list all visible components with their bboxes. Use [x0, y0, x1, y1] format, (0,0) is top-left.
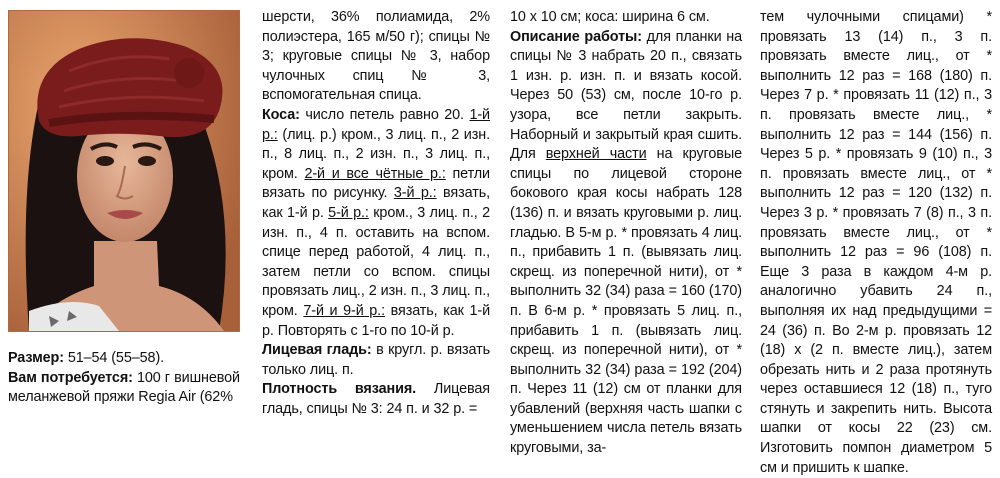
cable-text: (лиц. р.) кром., 3 лиц. п., 2 изн. п., 8 лиц. п., 2 изн. п., 3 лиц. п., кром. — [262, 126, 490, 182]
cable-text: вязать, как 1-й р. — [262, 185, 490, 221]
stockinette-label: Лицевая гладь: — [262, 342, 372, 359]
stockinette-paragraph — [262, 341, 490, 380]
even-rows-label: 2-й и все чётные р.: — [304, 165, 446, 182]
column-2 — [262, 8, 490, 419]
cable-pattern-paragraph — [262, 106, 490, 341]
woman-in-knitted-beret-photo — [9, 11, 239, 331]
cable-text: число петель равно 20. — [299, 106, 470, 123]
materials-label: Вам потребуется: — [8, 369, 133, 386]
instructions-label: Описание работы: — [510, 28, 642, 45]
cable-label: Коса: — [262, 106, 300, 123]
cable-text: вязать, как 1-й р. Повторять с 1-го по 10-й р. — [262, 302, 491, 339]
gauge-paragraph — [262, 380, 490, 419]
row-3-label: 3-й р.: — [393, 185, 437, 202]
column-1 — [8, 349, 240, 408]
instructions-paragraph — [510, 28, 742, 459]
materials-value: 100 г вишневой меланжевой пряжи Regia Air (62% — [8, 369, 240, 406]
gauge-label: Плотность вязания. — [262, 381, 417, 398]
row-5-label: 5-й р.: — [328, 204, 369, 221]
row-1-label: 1-й р.: — [262, 106, 490, 143]
stockinette-text: в кругл. р. вязать только лиц. п. — [262, 342, 490, 378]
column-4 — [760, 8, 992, 478]
materials-continued: шерсти, 36% полиамида, 2% полиэстера, 165 м/50 г); спицы № 3; круговые спицы № 3, набор чулочных спиц № 3, вспомогательная спица. — [262, 9, 490, 104]
column-3 — [510, 8, 742, 459]
size-value: 51–54 (55–58). — [63, 350, 165, 366]
gauge-continued: 10 х 10 см; коса: ширина 6 см. — [510, 9, 710, 25]
top-part-label: верхней части — [545, 146, 647, 163]
instructions-text: для планки на спицы № 3 набрать 20 п., связать 1 изн. р. изн. п. и вязать косой. Через 50 (53) см, после 10-го р. узора, все петли закрыть. Наборный и закрытый края сшить. Для — [510, 28, 742, 163]
cable-text: петли вязать по рисунку. — [262, 165, 490, 202]
model-photo — [8, 10, 240, 332]
instructions-text: на круговые спицы по лицевой стороне бокового края косы набрать 128 (136) п. и вязать круговыми р. лиц. гладью. В 5-м р. * провязать 4 лиц. п., прибавить 1 п. (вывязать лиц. скрещ. из поперечной нити), от * выполнить 32 (34) раза = 160 (170) п. В 6-м р. * провязать 5 лиц. п., прибавить 1 п. (вывязать лиц. скрещ. из поперечной нити), от * выполнить 32 (34) раза = 192 (204) п. Через 11 (12) см от планки для убавлений (верхняя часть шапки с уменьшением числа петель вязать круговыми, за- — [510, 146, 742, 457]
cable-text: кром., 3 лиц. п., 2 изн. п., 4 п. оставить на вспом. спице перед работой, 4 лиц. п., затем петли со вспом. спицы провязать лиц., 2 изн. п., 3 лиц. п., кром. — [262, 204, 490, 319]
instructions-continued: тем чулочными спицами) * провязать 13 (14) п., 3 п. провязать вместе лиц., от * выполнить 12 раз = 168 (180) п. Через 7 р. * провязать 11 (12) п., 3 п. провязать вместе лиц., * выполнить 12 раз = 144 (156) п. Через 5 р. * провязать 9 (10) п., 3 п. провязать вместе лиц., от * выполнить 12 раз = 120 (132) п. Через 3 р. * провязать 7 (8) п., 3 п. провязать вместе лиц., от * выполнить 12 раз = 96 (108) п. Еще 3 раза в каждом 4-м р. аналогично убавить 24 п., выполняя их над предыдущими = 24 (36) п. Во 2-м р. провязать 12 (18) х (2 п. вместе лиц.), затем обрезать нить и 2 раза протянуть через оставшиеся 12 (18) п., туго стянуть и закрепить нить. Высота шапки от косы 22 (23) см. Изготовить помпон диаметром 5 см и пришить к шапке. — [760, 9, 992, 476]
size-label: Размер: — [8, 350, 64, 366]
gauge-text: Лицевая гладь, спицы № 3: 24 п. и 32 р. = — [262, 381, 491, 417]
rows-7-9-label: 7-й и 9-й р.: — [303, 302, 385, 319]
